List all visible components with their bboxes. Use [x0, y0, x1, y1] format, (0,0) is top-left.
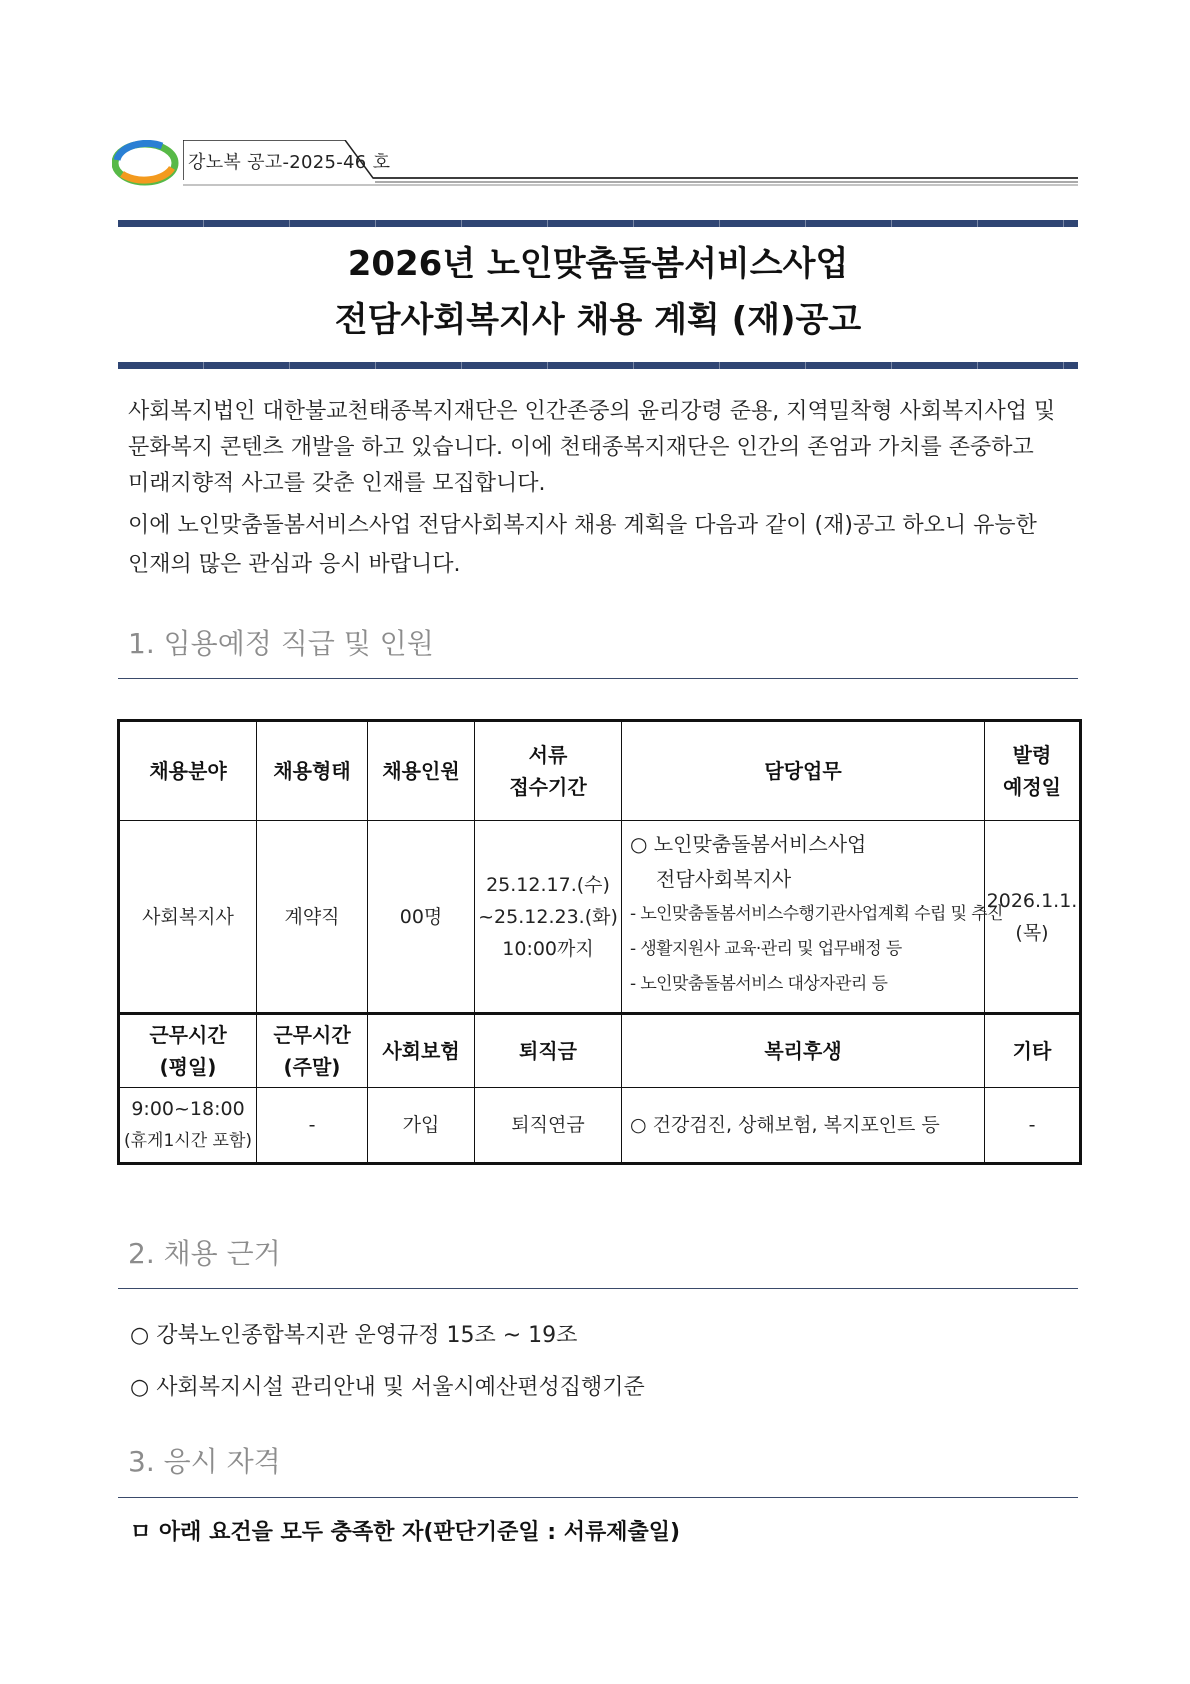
cell-field: 사회복지사: [119, 821, 257, 1014]
table-header-row-2: [119, 1014, 1081, 1088]
cell-weekday: 9:00~18:00 (휴게1시간 포함): [119, 1088, 257, 1164]
header-weekday: 근무시간 (평일): [119, 1014, 257, 1088]
intro-paragraph-2: 이에 노인맞춤돌봄서비스사업 전담사회복지사 채용 계획을 다음과 같이 (재)공고 하오니 유능한 인재의 많은 관심과 응시 바랍니다.: [128, 513, 1037, 577]
notice-number: 강노복 공고-2025-46 호: [188, 152, 391, 173]
header-severance: 퇴직금: [475, 1014, 622, 1088]
cell-count: 00명: [368, 821, 475, 1014]
table-row: [119, 1088, 1081, 1164]
section-2-rule: [118, 1288, 1078, 1289]
qualification-requirement: ㅁ 아래 요건을 모두 충족한 자(판단기준일 : 서류제출일): [130, 1520, 681, 1545]
cell-type: 계약직: [257, 821, 368, 1014]
title-bottom-bar: [118, 362, 1078, 369]
header-period: 서류 접수기간: [475, 721, 622, 821]
header-count: 채용인원: [368, 721, 475, 821]
legal-basis-item: ○ 사회복지시설 관리안내 및 서울시예산편성집행기준: [130, 1375, 645, 1400]
section-1-rule: [118, 678, 1078, 679]
header-duty: 담당업무: [622, 721, 985, 821]
cell-etc: -: [985, 1088, 1081, 1164]
section-1-heading: 1. 임용예정 직급 및 인원: [128, 627, 434, 660]
cell-weekend: -: [257, 1088, 368, 1164]
recruitment-table: [117, 719, 1082, 1165]
header-weekend: 근무시간 (주말): [257, 1014, 368, 1088]
header-insurance: 사회보험: [368, 1014, 475, 1088]
legal-basis-item: ○ 강북노인종합복지관 운영규정 15조 ~ 19조: [130, 1323, 578, 1348]
header-welfare: 복리후생: [622, 1014, 985, 1088]
header-appoint: 발령 예정일: [985, 721, 1081, 821]
header-etc: 기타: [985, 1014, 1081, 1088]
table-row: [119, 821, 1081, 1014]
header-field: 채용분야: [119, 721, 257, 821]
cell-duty: ○ 노인맞춤돌봄서비스사업 전담사회복지사 - 노인맞춤돌봄서비스수행기관사업계획 수립 및 추진 - 생활지원사 교육·관리 및 업무배정 등 - 노인맞춤돌봄서비스 대상자관리 등: [622, 821, 985, 1014]
cell-welfare: ○ 건강검진, 상해보험, 복지포인트 등: [622, 1088, 985, 1164]
title-line-1: 2026년 노인맞춤돌봄서비스사업: [347, 244, 849, 284]
cell-period: 25.12.17.(수) ~25.12.23.(화) 10:00까지: [475, 821, 622, 1014]
intro-paragraph-1: 사회복지법인 대한불교천태종복지재단은 인간존중의 윤리강령 준용, 지역밀착형 사회복지사업 및 문화복지 콘텐츠 개발을 하고 있습니다. 이에 천태종복지재단은 인간의 존엄과 가치를 존중하고 미래지향적 사고를 갖춘 인재를 모집합니다.: [128, 399, 1056, 496]
cell-severance: 퇴직연금: [475, 1088, 622, 1164]
section-2-heading: 2. 채용 근거: [128, 1237, 281, 1270]
cell-insurance: 가입: [368, 1088, 475, 1164]
section-3-rule: [118, 1497, 1078, 1498]
cell-appoint: 2026.1.1. (목): [985, 821, 1081, 1014]
section-3-heading: 3. 응시 자격: [128, 1445, 281, 1478]
foundation-logo: [112, 140, 182, 186]
title-line-2: 전담사회복지사 채용 계획 (재)공고: [334, 300, 862, 340]
table-header-row: [119, 721, 1081, 821]
title-top-bar: [118, 220, 1078, 227]
header-type: 채용형태: [257, 721, 368, 821]
